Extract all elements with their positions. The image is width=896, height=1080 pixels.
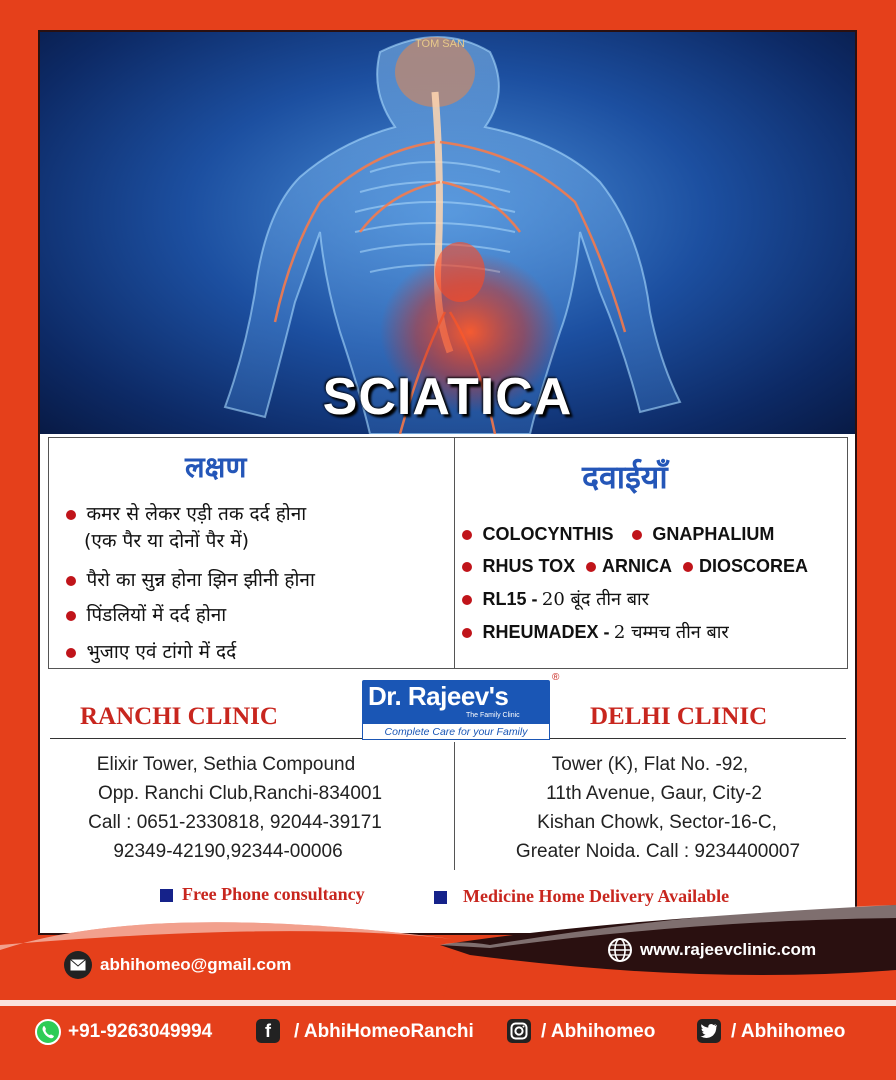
globe-icon <box>607 937 633 963</box>
email-icon <box>64 951 92 979</box>
divider <box>550 738 846 739</box>
phone-number[interactable]: +91-9263049994 <box>68 1021 213 1042</box>
instagram-icon <box>507 1019 531 1043</box>
instagram-link[interactable]: / Abhihomeo <box>541 1021 656 1042</box>
bullet-icon <box>683 562 693 572</box>
delhi-clinic-title: DELHI CLINIC <box>590 703 768 730</box>
bullet-icon <box>66 510 76 520</box>
list-item: कमर से लेकर एड़ी तक दर्द होना <box>66 500 306 526</box>
logo-name: Dr. Rajeev's <box>368 681 509 711</box>
divider <box>50 738 362 739</box>
feature-home-delivery: Medicine Home Delivery Available <box>463 886 730 906</box>
feature-phone-consultancy: Free Phone consultancy <box>182 884 365 904</box>
list-item: पिंडलियों में दर्द होना <box>66 601 226 627</box>
bullet-icon <box>66 648 76 658</box>
logo-tagline: The Family Clinic <box>466 712 520 719</box>
bullet-icon <box>586 562 596 572</box>
whatsapp-icon <box>34 1018 62 1046</box>
bullet-icon <box>462 530 472 540</box>
facebook-icon: f <box>256 1019 280 1043</box>
ranchi-address: Elixir Tower, Sethia Compound Opp. Ranchi Club,Ranchi-834001 Call : 0651-2330818, 92044-39171 92349-42190,92344-00006 <box>88 754 383 862</box>
symptoms-heading: लक्षण <box>185 450 247 484</box>
footer-bar <box>0 1006 896 1080</box>
bullet-icon <box>66 611 76 621</box>
list-item: RHEUMADEX - 2 चम्मच तीन बार <box>462 620 729 644</box>
list-item: पैरो का सुन्न होना झिन झीनी होना <box>66 566 315 592</box>
page-title: SCIATICA <box>322 368 573 426</box>
info-divider <box>454 437 455 669</box>
hero-watermark: TOM SAN <box>415 38 465 50</box>
hero-image <box>40 32 855 434</box>
list-item: RHUS TOX ARNICA DIOSCOREA <box>462 556 808 577</box>
list-item: RL15 - 20 बूंद तीन बार <box>462 587 649 611</box>
logo-subtitle: Complete Care for your Family <box>362 723 550 740</box>
list-item: COLOCYNTHIS GNAPHALIUM <box>462 524 774 545</box>
ranchi-clinic-title: RANCHI CLINIC <box>80 703 278 730</box>
registered-mark: ® <box>552 672 560 683</box>
list-item: (एक पैर या दोनों पैर में) <box>84 530 250 552</box>
facebook-link[interactable]: / AbhiHomeoRanchi <box>294 1021 474 1042</box>
medicines-heading: दवाईयाँ <box>582 458 668 496</box>
twitter-link[interactable]: / Abhihomeo <box>731 1021 846 1042</box>
bullet-icon <box>462 562 472 572</box>
bullet-icon <box>462 595 472 605</box>
website-link[interactable]: www.rajeevclinic.com <box>640 940 817 959</box>
delhi-address: Tower (K), Flat No. -92, 11th Avenue, Gaur, City-2 Kishan Chowk, Sector-16-C, Greater Noida. Call : 9234400007 <box>515 754 801 862</box>
bullet-icon <box>632 530 642 540</box>
twitter-icon <box>697 1019 721 1043</box>
email-link[interactable]: abhihomeo@gmail.com <box>100 955 292 974</box>
bullet-icon <box>462 628 472 638</box>
list-item: भुजाए एवं टांगो में दर्द <box>66 638 236 664</box>
bullet-icon <box>66 576 76 586</box>
